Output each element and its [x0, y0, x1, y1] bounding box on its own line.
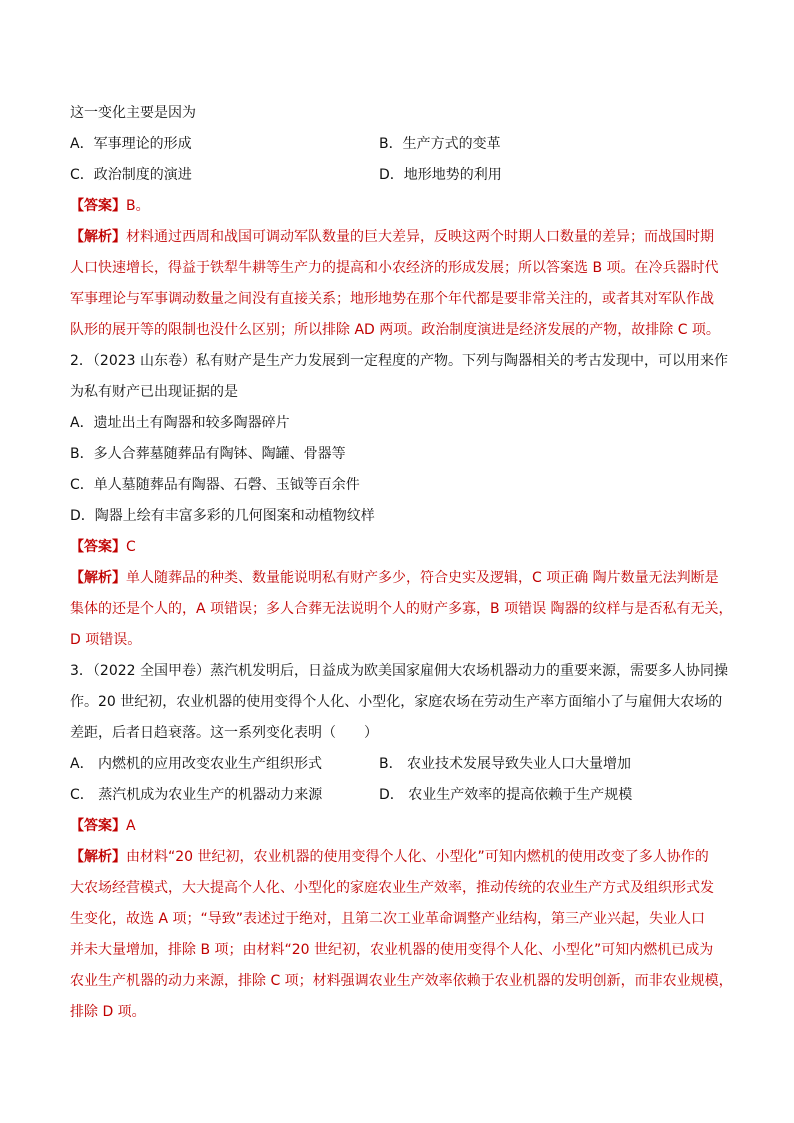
q1-analysis-line-3: 军事理论与军事调动数量之间没有直接关系；地形地势在那个年代都是要非常关注的，或者其对军队作战 [70, 291, 714, 307]
q3-analysis-tag: 【解析】 [70, 849, 126, 865]
q1-options-row-2 [70, 160, 724, 191]
q1-option-d: D．地形地势的利用 [379, 167, 502, 183]
q2-analysis-line-3: D 项错误。 [70, 632, 142, 648]
q2-option-c: C．单人墓随葬品有陶器、石磬、玉钺等百余件 [70, 477, 360, 493]
q2-analysis-line-1 [70, 563, 724, 594]
q3-stem-line-3: 差距，后者日趋衰落。这一系列变化表明（ ） [70, 725, 378, 741]
q3-analysis-line-3: 生变化，故选 A 项；“导致”表述过于绝对，且第二次工业革命调整产业结构，第三产业兴起，失业人口 [70, 911, 705, 927]
q3-analysis-line-2: 大农场经营模式，大大提高个人化、小型化的家庭农业生产效率，推动传统的农业生产方式及组织形式发 [70, 880, 714, 896]
q2-stem-line-1: 2．（2023 山东卷）私有财产是生产力发展到一定程度的产物。下列与陶器相关的考古发现中，可以用来作 [70, 353, 728, 369]
q2-answer-tag: 【答案】 [70, 539, 126, 555]
q1-answer-tag: 【答案】 [70, 198, 126, 214]
q2-analysis-line-2: 集体的还是个人的，A 项错误；多人合葬无法说明个人的财产多寡，B 项错误 陶器的纹样与是否私有无关， [70, 601, 733, 617]
q2-analysis [70, 563, 733, 656]
q1-analysis-line-2: 人口快速增长，得益于铁犁牛耕等生产力的提高和小农经济的形成发展；所以答案选 B 项。在冷兵器时代 [70, 260, 719, 276]
q3-option-c: C． 蒸汽机成为农业生产的机器动力来源 [70, 787, 323, 803]
q3-options-row-2 [70, 780, 724, 811]
q2-answer [70, 532, 724, 563]
q3-option-b: B． 农业技术发展导致失业人口大量增加 [379, 756, 632, 772]
q2-option-a: A．遗址出土有陶器和较多陶器碎片 [70, 415, 290, 431]
q1-option-c: C．政治制度的演进 [70, 167, 192, 183]
q2-stem-line-2: 为私有财产已出现证据的是 [70, 384, 238, 400]
q1-options-row-1 [70, 129, 724, 160]
q1-analysis-line-1 [70, 222, 724, 253]
q3-analysis-line-5: 农业生产机器的动力来源，排除 C 项；材料强调农业生产效率依赖于农业机器的发明创新，而非农业规模， [70, 973, 733, 989]
q2-option-b: B．多人合葬墓随葬品有陶钵、陶罐、骨器等 [70, 446, 346, 462]
q1-analysis-line-4: 队形的展开等的限制也没什么区别；所以排除 AD 两项。政治制度演进是经济发展的产物，故排除 C 项。 [70, 322, 720, 338]
q3-analysis-line-4: 并未大量增加，排除 B 项；由材料“20 世纪初，农业机器的使用变得个人化、小型化”可知内燃机已成为 [70, 942, 714, 958]
q2-analysis-tag: 【解析】 [70, 570, 126, 586]
q3-answer [70, 811, 724, 842]
q1-option-b: B．生产方式的变革 [379, 136, 501, 152]
q3-analysis-text-1: 由材料“20 世纪初，农业机器的使用变得个人化、小型化”可知内燃机的使用改变了多人协作的 [126, 849, 709, 865]
q3-analysis-line-1 [70, 842, 724, 873]
q3-stem-line-2: 作。20 世纪初，农业机器的使用变得个人化、小型化，家庭农场在劳动生产率方面缩小了与雇佣大农场的 [70, 694, 723, 710]
q2-option-d: D．陶器上绘有丰富多彩的几何图案和动植物纹样 [70, 508, 375, 524]
q3-option-a: A． 内燃机的应用改变农业生产组织形式 [70, 756, 323, 772]
q1-stem-tail: 这一变化主要是因为 [70, 105, 196, 121]
q2-analysis-text-1: 单人随葬品的种类、数量能说明私有财产多少，符合史实及逻辑，C 项正确 陶片数量无法判断是 [126, 570, 719, 586]
q3-answer-tag: 【答案】 [70, 818, 126, 834]
q3-analysis [70, 842, 733, 1028]
q2-answer-value: C [126, 539, 136, 555]
q1-analysis-text-1: 材料通过西周和战国可调动军队数量的巨大差异，反映这两个时期人口数量的差异；而战国时期 [126, 229, 714, 245]
q3-option-d: D． 农业生产效率的提高依赖于生产规模 [379, 787, 633, 803]
q3-analysis-line-6: 排除 D 项。 [70, 1004, 146, 1020]
q1-analysis-tag: 【解析】 [70, 229, 126, 245]
q1-answer-value: B。 [126, 198, 150, 214]
q1-answer [70, 191, 724, 222]
q1-option-a: A．军事理论的形成 [70, 136, 192, 152]
q1-analysis [70, 222, 724, 346]
q3-stem-line-1: 3．（2022 全国甲卷）蒸汽机发明后，日益成为欧美国家雇佣大农场机器动力的重要来源，需要多人协同操 [70, 663, 728, 679]
q3-options-row-1 [70, 749, 724, 780]
document-content [70, 98, 733, 1028]
q3-answer-value: A [126, 818, 136, 834]
